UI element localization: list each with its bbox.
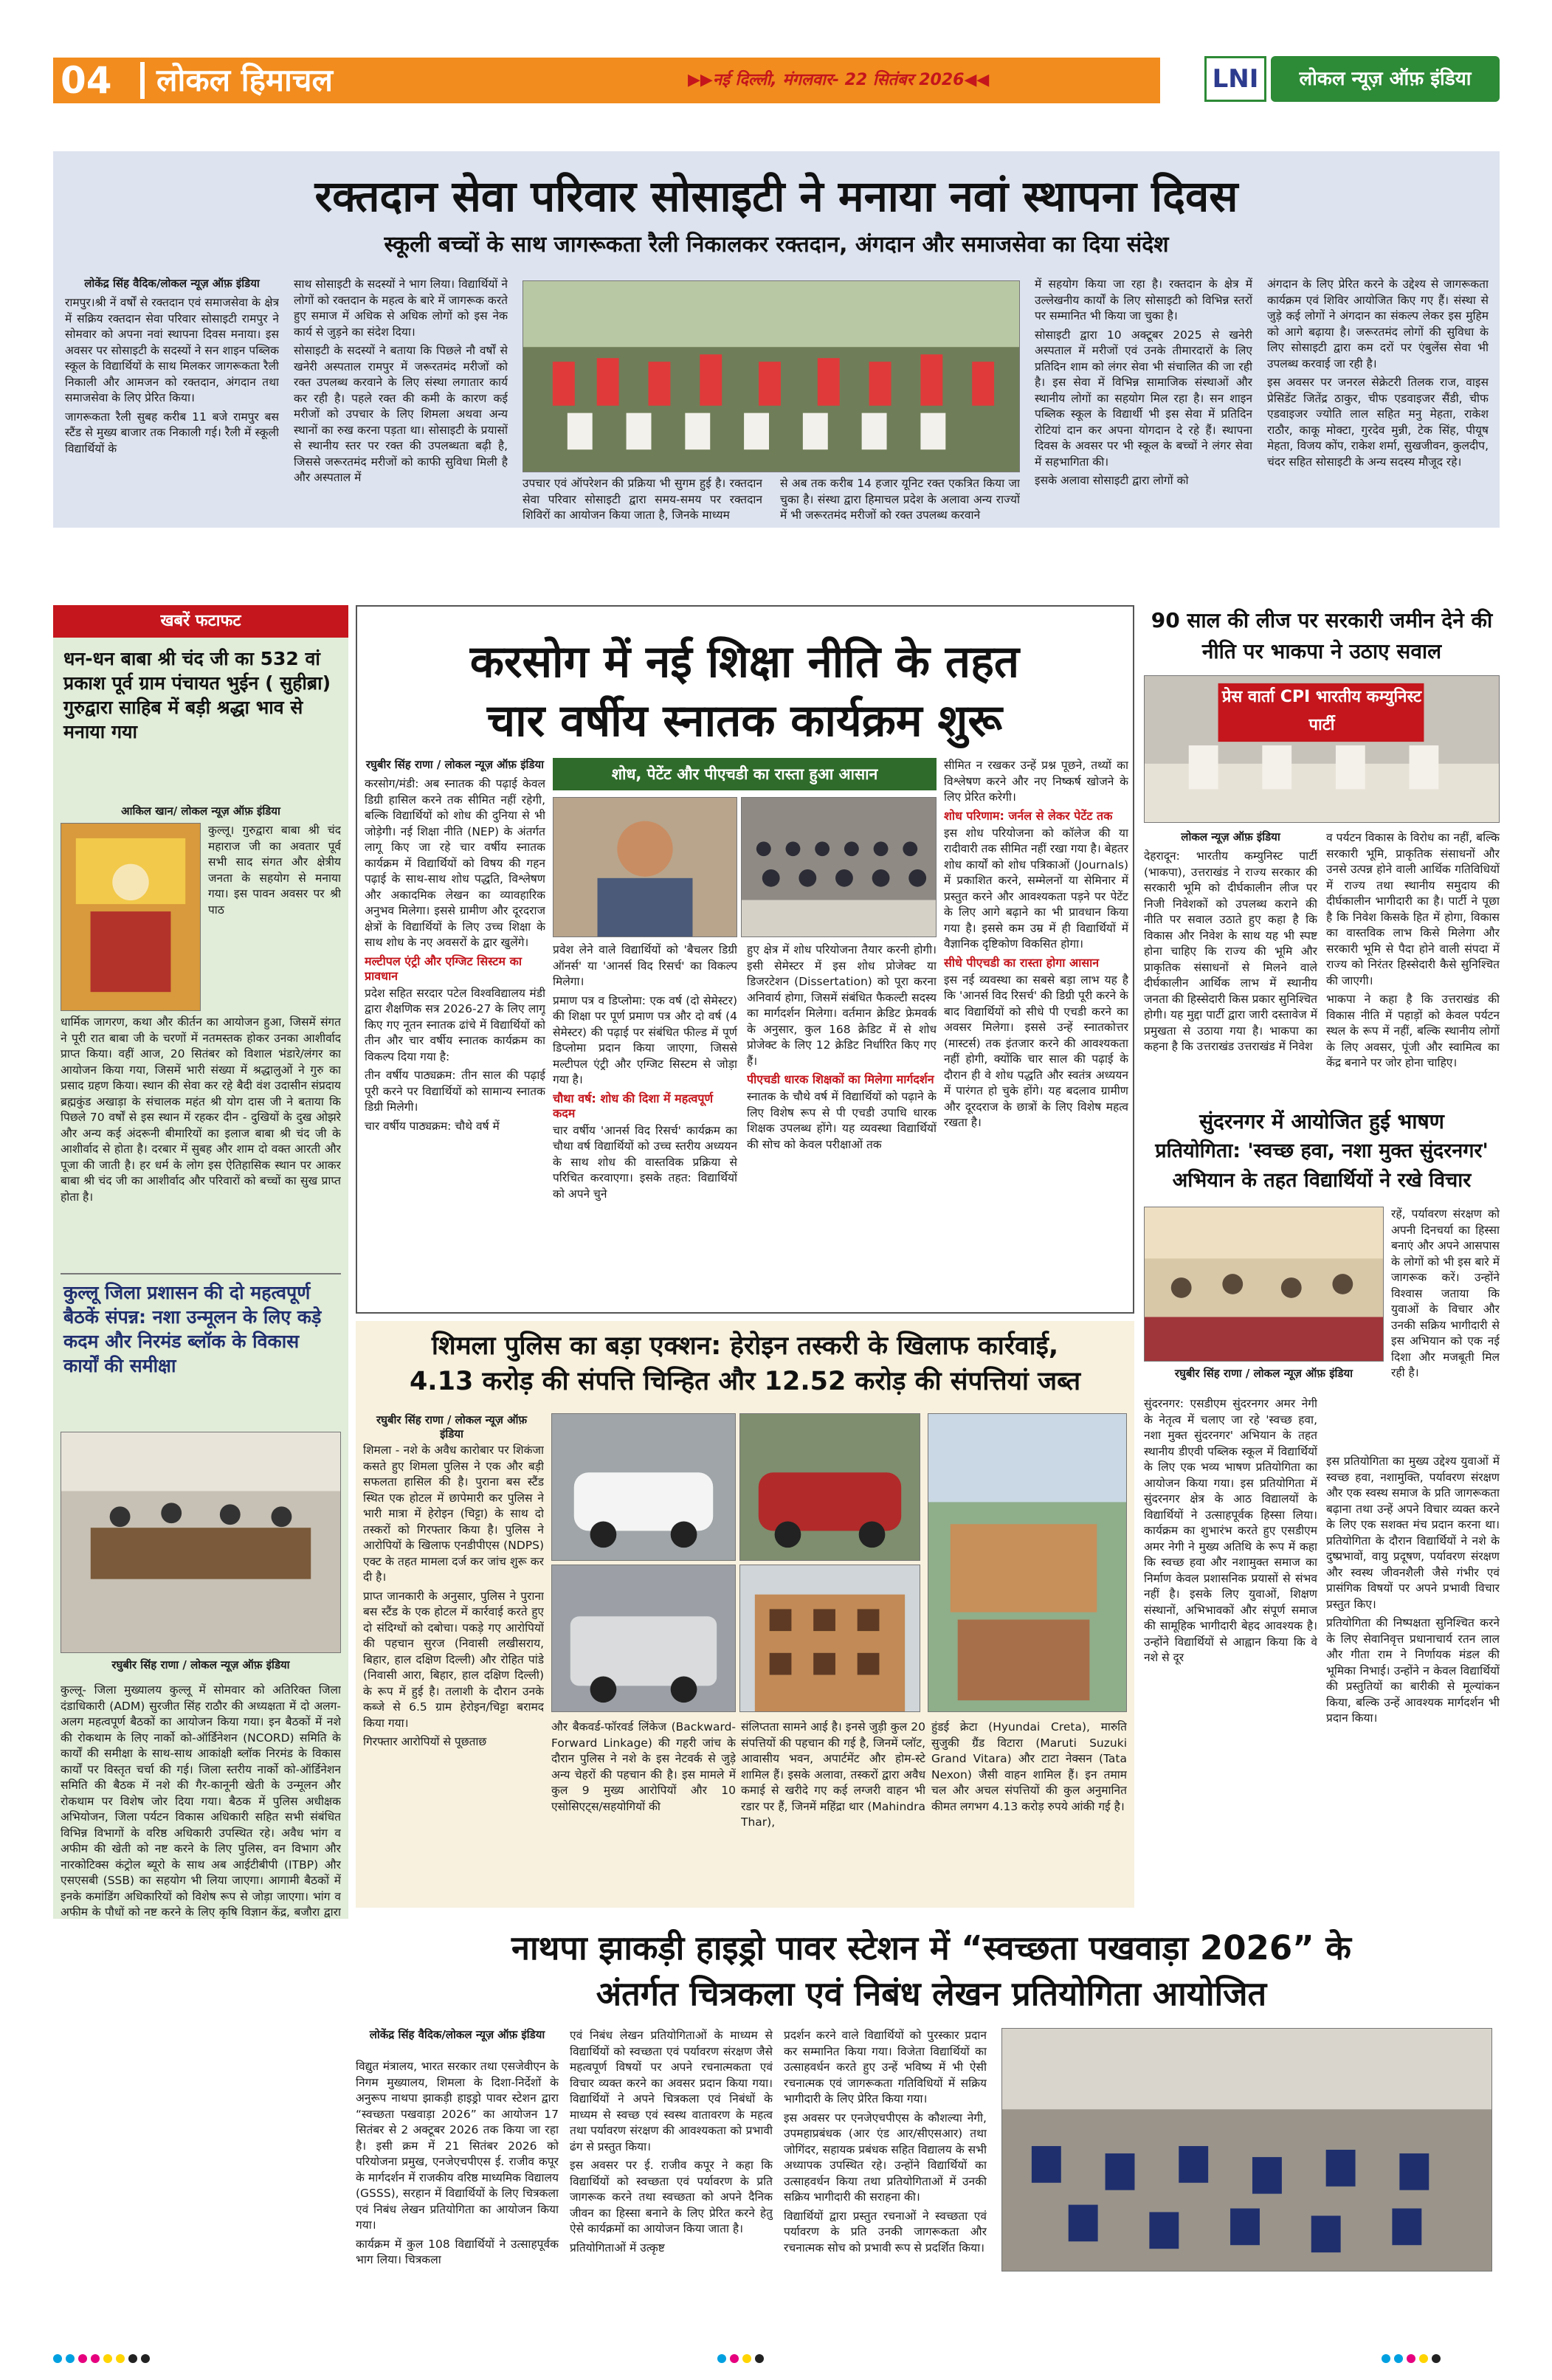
photo-press-conference — [1144, 675, 1500, 823]
paragraph: शिमला - नशे के अवैध कारोबार पर शिकंजा कसते हुए शिमला पुलिस ने एक और बड़ी सफलता हासिल की है। पुराना बस स्टैंड स्थित एक होटल में छापेमारी कर पुलिस ने भारी मात्रा में हेरोइन (चिट्टा) के साथ दो तस्करों को गिरफ्तार किया है। पुलिस ने आरोपियों के खिलाफ एनडीपीएस (NDPS) एक्ट के तहत मामला दर्ज कर जांच शुरू कर दी है। — [363, 1443, 544, 1584]
paragraph: में सहयोग किया जा रहा है। रक्तदान के क्षेत्र में उल्लेखनीय कार्यों के लिए सोसाइटी को विभिन्न स्तरों पर सम्मानित भी किया जा चुका है। — [1035, 277, 1252, 322]
column — [61, 1015, 341, 1269]
dateline — [688, 58, 989, 103]
paragraph: विद्युत मंत्रालय, भारत सरकार तथा एसजेवीएन के निगम मुख्यालय, शिमला के दिशा-निर्देशों के अनुरूप नाथपा झाकड़ी हाइड्रो पावर स्टेशन द्वारा “स्वच्छता पखवाड़ा 2026” का आयोजन 17 सितंबर से 2 अक्टूबर 2026 तक किया जा रहा है। इसी क्रम में 21 सितंबर 2026 को परियोजना प्रमुख, एनजेएचपीएस ई. राजीव कपूर के मार्गदर्शन में राजकीय वरिष्ठ माध्यमिक विद्यालय (GSSS), सरहान में विद्यार्थियों के लिए चित्रकला एवं निबंध लेखन प्रतियोगिता का आयोजन किया गया। — [356, 2060, 559, 2232]
paragraph: प्रदेश सहित सरदार पटेल विश्वविद्यालय मंडी द्वारा शैक्षणिक सत्र 2026-27 के लिए लागू किए गए नूतन स्नातक ढांचे में विद्यार्थियों को तीन और चार वर्षीय स्नातक कार्यक्रम का विकल्प दिया गया है: — [365, 986, 545, 1063]
paragraph: सोसाइटी के सदस्यों ने बताया कि पिछले नौ वर्षों से खनेरी अस्पताल रामपुर में जरूरतमंद मरीजों को रक्त उपलब्ध करवाने के लिए संस्था लगातार कार्य कर रही है। पहले रक्त की कमी के कारण कई मरीजों को उपचार के लिए शिमला अथवा अन्य स्थानों का रुख करना पड़ता था। सोसाइटी के प्रयासों से स्थानीय स्तर पर रक्त की उपलब्धता बढ़ी है, जिससे जरूरतमंद मरीजों को काफी सुविधा मिली है और अस्पताल में — [294, 344, 508, 484]
photo-gurudwara — [61, 823, 201, 1011]
article-shimla-police — [356, 1321, 1134, 1908]
column — [1267, 277, 1489, 524]
headline: नाथपा झाकड़ी हाइड्रो पावर स्टेशन में “स्वच्छता पखवाड़ा 2026” के — [511, 1928, 1351, 1967]
article-sundernagar-speech — [1144, 1107, 1500, 1911]
paragraph: भाकपा ने कहा है कि उत्तराखंड की विकास नीति में पहाड़ों को केवल पर्यटन स्थल के रूप में नहीं, बल्कि स्थानीय लोगों के लिए अवसर, पूंजी और स्वामित्व का केंद्र बनाने पर जोर होना चाहिए। — [1326, 993, 1500, 1069]
paragraph: विद्यार्थियों द्वारा प्रस्तुत रचनाओं ने स्वच्छता एवं पर्यावरण के प्रति उनकी जागरूकता और रचनात्मक सोच को प्रभावी रूप से प्रदर्शित किया। — [784, 2209, 987, 2255]
paragraph: गिरफ्तार आरोपियों से पूछताछ — [363, 1735, 487, 1748]
paragraph: सोसाइटी द्वारा 10 अक्टूबर 2025 से खनेरी अस्पताल में मरीजों एवं उनके तीमारदारों के लिए प्रतिदिन शाम को लंगर सेवा भी संचालित की जा रही है। इस सेवा में विभिन्न सामाजिक संस्थाओं और स्थानीय लोगों का सहयोग मिल रहा है। सन शाइन पब्लिक स्कूल के विद्यार्थी भी इस सेवा में प्रतिदिन रोटियां दान कर अपना योगदान दे रहे हैं। स्थापना दिवस के अवसर पर भी स्कूल के बच्चों ने लंगर सेवा में सहभागिता की। — [1035, 328, 1252, 469]
paragraph: चार वर्षीय 'आनर्स विद रिसर्च' कार्यक्रम का चौथा वर्ष विद्यार्थियों को उच्च स्तरीय अध्ययन के साथ शोध की वास्तविक प्रक्रिया से परिचित करवाएगा। इसके तहत: विद्यार्थियों को अपने चुने — [553, 1123, 737, 1201]
press-banner-text: प्रेस वार्ता CPI भारतीय कम्युनिस्ट पार्टी — [1221, 688, 1422, 734]
column — [551, 1720, 736, 1904]
dateline-arrows-right: ◀◀ — [964, 71, 990, 89]
paragraph: इस अवसर पर एनजेएचपीएस के कौशल्या नेगी, उपमहाप्रबंधक (आर एंड आर/सीएसआर) तथा जोगिंदर, सहायक प्रबंधक सहित विद्यालय के सभी अध्यापक उपस्थित रहे। उन्होंने विद्यार्थियों का उत्साहवर्धन किया तथा प्रतियोगिताओं में उनकी सक्रिय भागीदारी की सराहना की। — [784, 2111, 987, 2204]
photo-students-drawing — [1001, 2028, 1492, 2272]
photo-classroom — [741, 797, 937, 937]
paragraph: प्राप्त जानकारी के अनुसार, पुलिस ने पुराना बस स्टैंड के एक होटल में कार्रवाई करते हुए दो संदिग्धों को दबोचा। पकड़े गए आरोपियों की पहचान सुरज (निवासी लखीसराय, बिहार, हाल दक्षिण दिल्ली) और रोहित पांडे (निवासी आरा, बिहार, हाल दक्षिण दिल्ली) के रूप में हुई है। तलाशी के दौरान उनके कब्जे से 6.5 ग्राम हेरोइन/चिट्टा बरामद किया गया। — [363, 1589, 544, 1730]
paragraph: प्रमाण पत्र व डिप्लोमा: एक वर्ष (दो सेमेस्टर) की शिक्षा पर पूर्ण प्रमाण पत्र और दो वर्ष (4 सेमेस्टर) की पढ़ाई पर संबंधित फील्ड में पूर्ण डिप्लोमा प्रदान किया जाएगा, जिससे मल्टीपल एंट्री और एग्जिट सिस्टम से जोड़ा गया है। — [553, 993, 737, 1086]
subheading: सीधे पीएचडी का रास्ता होगा आसान — [944, 955, 1100, 970]
subheading: मल्टीपल एंट्री और एग्जिट सिस्टम का प्रावधान — [365, 953, 522, 983]
paragraph: इस नई व्यवस्था का सबसे बड़ा लाभ यह है कि 'आनर्स विद रिसर्च' की डिग्री पूरी करने के बाद विद्यार्थियों को सीधे पी एचडी करने का अवसर मिलेगा। इससे उन्हें स्नातकोत्तर (मास्टर्स) तक इंतजार करने की आवश्यकता नहीं होगी, क्योंकि चार साल की पढ़ाई के दौरान ही वे शोध पद्धति और स्वतंत्र अध्ययन में पारंगत हो चुके होंगे। यह बदलाव ग्रामीण और दूरदराज के छात्रों के लिए विशेष महत्व रखता है। — [944, 973, 1128, 1129]
column — [780, 476, 1020, 526]
color-dots-right — [1382, 2352, 1444, 2365]
divider — [61, 1273, 341, 1274]
subheading: पीएचडी धारक शिक्षकों का मिलेगा मार्गदर्शन — [747, 1072, 934, 1086]
paragraph: करसोग/मंडी: अब स्नातक की पढ़ाई केवल डिग्री हासिल करने तक सीमित नहीं रहेगी, बल्कि विद्यार्थियों को शोध की दुनिया से भी जोड़ेगी। नई शिक्षा नीति (NEP) के अंतर्गत लागू किए जा रहे चार वर्षीय स्नातक कार्यक्रम में विद्यार्थियों को विषय की गहन पढ़ाई के साथ-साथ शोध पद्धति, विश्लेषण और अकादमिक लेखन का व्यावहारिक अनुभव मिलेगा। इससे ग्रामीण और दूरदराज क्षेत्रों के विद्यार्थियों के लिए उच्च शिक्षा के साथ शोध के नए अवसरों के द्वार खुलेंगे। — [365, 777, 545, 949]
paragraph: सुंदरनगर: एसडीएम सुंदरनगर अमर नेगी के नेतृत्व में चलाए जा रहे 'स्वच्छ हवा, नशा मुक्त सुंदरनगर' अभियान के तहत स्थानीय डीएवी पब्लिक स्कूल में विद्यार्थियों के लिए एक भव्य भाषण प्रतियोगिता का आयोजन किया गया। इस प्रतियोगिता में सुंदरनगर क्षेत्र के आठ विद्यालयों के विद्यार्थियों ने उत्साहपूर्वक हिस्सा लिया। कार्यक्रम का शुभारंभ करते हुए एसडीएम अमर नेगी ने मुख्य अतिथि के रूप में कहा कि स्वच्छ हवा और नशामुक्त समाज का निर्माण केवल प्रशासनिक प्रयासों से संभव नहीं है। इसके लिए युवाओं, शिक्षण संस्थानों, अभिभावकों और संपूर्ण समाज की सामूहिक भागीदारी बेहद आवश्यक है। उन्होंने विद्यार्थियों से आह्वान किया कि वे नशे से दूर — [1144, 1397, 1317, 1664]
column — [1144, 1396, 1317, 1909]
paragraph: चार वर्षीय पाठ्यक्रम: चौथे वर्ष में — [365, 1119, 500, 1133]
paragraph: रामपुर।श्री नें वर्षों से रक्तदान एवं समाजसेवा के क्षेत्र में सक्रिय रक्तदान सेवा परिवार सोसाइटी रामपुर ने सोमवार को अपना नवां स्थापना दिवस मनाया। इस अवसर पर सोसाइटी के सदस्यों ने सन शाइन पब्लिक स्कूल के विद्यार्थियों के साथ मिलकर जागरूकता रैली निकाली और आमजन को रक्तदान, अंगदान तथा समाजसेवा के लिए प्रेरित किया। — [65, 296, 279, 404]
paragraph: संलिप्तता सामने आई है। इनसे जुड़ी कुल 20 संपत्तियों की पहचान की गई है, जिनमें प्लॉट, आवासीय भवन, अपार्टमेंट और होम-स्टे शामिल हैं। इसके अलावा, तस्करों द्वारा अवैध कमाई से खरीदे गए कई लग्जरी वाहन भी रडार पर हैं, जिनमें महिंद्रा थार (Mahindra Thar), — [741, 1720, 925, 1829]
column — [208, 823, 341, 1011]
headline: शिमला पुलिस का बड़ा एक्शन: हेरोइन तस्करी के खिलाफ कार्रवाई, — [431, 1331, 1059, 1361]
photo-speech-event — [1144, 1207, 1384, 1362]
photo-car-red — [739, 1413, 920, 1561]
paragraph: प्रतियोगिताओं में उत्कृष्ट — [570, 2241, 665, 2255]
footer-color-strip — [53, 2350, 1500, 2365]
paragraph: प्रदर्शन करने वाले विद्यार्थियों को पुरस्कार प्रदान कर सम्मानित किया गया। विजेता विद्यार्थियों का उत्साहवर्धन करते हुए उन्हें भविष्य में भी ऐसी रचनात्मक एवं जागरूकता गतिविधियों में सक्रिय भागीदारी के लिए प्रेरित किया गया। — [784, 2029, 987, 2105]
column — [570, 2028, 773, 2273]
byline: आकिल खान/ लोकल न्यूज़ ऑफ़ इंडिया — [121, 804, 280, 818]
paragraph: प्रवेश लेने वाले विद्यार्थियों को 'बैचलर डिग्री ऑनर्स' या 'आनर्स विद रिसर्च' का विकल्प मिलेगा। — [553, 943, 737, 988]
byline: रघुबीर सिंह राणा / लोकल न्यूज़ ऑफ़ इंडिया — [376, 1413, 528, 1441]
subheading: चौथा वर्ष: शोध की दिशा में महत्वपूर्ण कदम — [553, 1091, 714, 1120]
section-divider — [140, 62, 145, 99]
paragraph: इसके अलावा सोसाइटी द्वारा लोगों को — [1035, 474, 1189, 487]
article-nathpa-swachhta — [53, 1919, 1500, 2273]
headline: सुंदरनगर में आयोजित हुई भाषण — [1199, 1109, 1444, 1134]
paragraph: अंगदान के लिए प्रेरित करने के उद्देश्य से जागरूकता कार्यक्रम एवं शिविर आयोजित किए गए हैं। संस्था से जुड़े कई लोगों ने अंगदान का संकल्प लेकर इस मुहिम को आगे बढ़ाया है। जरूरतमंद लोगों की सुविधा के लिए सोसाइटी द्वारा कम दरों पर एंबुलेंस सेवा भी उपलब्ध करवाई जा रही है। — [1267, 277, 1489, 370]
paragraph: एवं निबंध लेखन प्रतियोगिताओं के माध्यम से विद्यार्थियों को स्वच्छता एवं पर्यावरण संरक्षण जैसे महत्वपूर्ण विषयों पर अपने रचनात्मकता एवं विचार व्यक्त करने का अवसर प्रदान किया गया। विद्यार्थियों ने अपने चित्रकला एवं निबंधों के माध्यम से स्वच्छ एवं स्वस्थ वातावरण के महत्व तथा पर्यावरण संरक्षण की आवश्यकता को प्रभावी ढंग से प्रस्तुत किया। — [570, 2029, 773, 2153]
paragraph: प्रतियोगिता की निष्पक्षता सुनिश्चित करने के लिए सेवानिवृत्त प्रधानाचार्य रतन लाल और गीता राम ने निर्णायक मंडल की भूमिका निभाई। उन्होंने न केवल विद्यार्थियों की प्रस्तुतियों का बारीकी से मूल्यांकन किया, बल्कि उन्हें आवश्यक मार्गदर्शन भी प्रदान किया। — [1326, 1616, 1500, 1725]
column — [553, 942, 737, 1308]
byline: रघुबीर सिंह राणा / लोकल न्यूज़ ऑफ़ इंडिया — [1174, 1367, 1353, 1380]
paragraph: इस अवसर पर ई. राजीव कपूर ने कहा कि विद्यार्थियों को स्वच्छता एवं पर्यावरण के प्रति जागरूक करने तथा स्वच्छता को अपने दैनिक जीवन का हिस्सा बनाने के लिए प्रेरित करने हेतु ऐसे कार्यक्रमों का आयोजन किया जाता है। — [570, 2159, 773, 2235]
color-dots-left — [53, 2352, 154, 2365]
column — [1391, 1207, 1500, 1450]
dateline-text: नई दिल्ली, मंगलवार- 22 सितंबर 2026 — [712, 71, 965, 89]
headline: प्रतियोगिता: 'स्वच्छ हवा, नशा मुक्त सुंदरनगर' — [1155, 1139, 1489, 1162]
column — [1035, 277, 1252, 524]
logo-mark: LNI — [1204, 56, 1266, 102]
paragraph: कुल्लू- जिला मुख्यालय कुल्लू में सोमवार को अतिरिक्त जिला दंडाधिकारी (ADM) सुरजीत सिंह राठौर की अध्यक्षता में दो अलग-अलग महत्वपूर्ण बैठकों का आयोजन किया गया। इन बैठकों में नशे की रोकथाम के लिए नार्को को-ऑर्डिनेशन (NCORD) समिति के कार्यों की समीक्षा के साथ-साथ आकांक्षी ब्लॉक निरमंड के विकास कार्यों पर विस्तृत चर्चा की गई। जिला स्तरीय नार्को को-ऑर्डिनेशन समिति की बैठक में नशे की गैर-कानूनी खेती के उन्मूलन और रोकथाम पर विशेष जोर दिया गया। बैठक में पुलिस अधीक्षक अभियोजन, जिला पर्यटन विकास अधिकारी सहित सभी संबंधित विभिन्न विभागों के वरिष्ठ अधिकारी उपस्थित रहे। अवैध भांग व अफीम की खेती को नष्ट करने के लिए पुलिस, वन विभाग और नारकोटिक्स कंट्रोल ब्यूरो के साथ अब आईटीबीपी (ITBP) और एसएसबी (SSB) का सहयोग भी लिया जाएगा। आगामी बैठकों में इनके कमांडिंग अधिकारियों को विशेष रूप से जोड़ा जाएगा। भांग व अफीम के पौधों को नष्ट करने के लिए कृषि विज्ञान केंद्र, बजौरा द्वारा — [61, 1683, 341, 1919]
column — [1144, 849, 1317, 1100]
photo-professor — [553, 797, 737, 937]
headline: कुल्लू जिला प्रशासन की दो महत्वपूर्ण बैठकें संपन्न: नशा उन्मूलन के लिए कड़े कदम और निरमंड ब्लॉक के विकास कार्यों की समीक्षा — [63, 1282, 322, 1376]
logo — [1204, 52, 1500, 109]
column — [784, 2028, 987, 2273]
byline: लोकेंद्र सिंह वैदिक/लोकल न्यूज़ ऑफ़ इंडिया — [369, 2028, 545, 2041]
byline: लोकेंद्र सिंह वैदिक/लोकल न्यूज़ ऑफ़ इंडिया — [84, 277, 260, 290]
paragraph: सीमित न रखकर उन्हें प्रश्न पूछने, तथ्यों का विश्लेषण करने और नए निष्कर्ष खोजने के लिए प्रेरित करेगी। — [944, 759, 1128, 804]
paragraph: धार्मिक जागरण, कथा और कीर्तन का आयोजन हुआ, जिसमें संगत ने पूरी रात बाबा जी के चरणों में नतमस्तक होकर उनका आशीर्वाद प्राप्त किया। वहीं आज, 20 सितंबर को विशाल भंडारे/लंगर का आयोजन किया गया, जिसमें भारी संख्या में श्रद्धालुओं ने गुरु का प्रसाद ग्रहण किया। स्थान की सेवा कर रहे बैदी वंश उदासीन संप्रदाय ब्रह्मकुंड अखाड़ा के संचालक महंत श्री योग दास जी ने बताया कि पिछले 70 वर्षों से इस स्थान में रहकर दीन - दुखियों के दुख ओझरे और अन्य कई अंदरूनी बीमारियों का इलाज बाबा श्री चंद जी के आशीर्वाद से होता है। दरबार में सुबह और शाम दो वक्त आरती और पूजा की जाती है। हर धर्म के लोग इस ऐतिहासिक स्थान पर आकर बाबा श्री चंद जी का आशीर्वाद और परिवारों को बच्चों का सुख प्राप्त होता है। — [61, 1015, 341, 1204]
headline: रक्तदान सेवा परिवार सोसाइटी ने मनाया नवां स्थापना दिवस — [314, 171, 1238, 221]
color-dots-center — [717, 2352, 768, 2365]
column — [356, 2059, 559, 2273]
paragraph: हुंडई क्रेटा (Hyundai Creta), मारुति सुजुकी ग्रैंड विटारा (Maruti Suzuki Grand Vitara) और टाटा नेक्सन (Tata Nexon) जैसी वाहन शामिल हैं। इन तमाम चल और अचल संपत्तियों की कुल अनुमानित कीमत लगभग 4.13 करोड़ रुपये आंकी गई है। — [931, 1720, 1127, 1813]
photo-car-suv — [551, 1565, 736, 1712]
column — [741, 1720, 925, 1904]
headline: अंतर्गत चित्रकला एवं निबंध लेखन प्रतियोगिता आयोजित — [596, 1974, 1267, 2013]
paragraph: कुल्लू। गुरुद्वारा बाबा श्री चंद महाराज जी का अवतार पूर्व सभी साद संगत और क्षेत्रीय जनता के सहयोग से मनाया गया। इस पावन अवसर पर श्री पाठ — [208, 824, 341, 917]
byline: रघुबीर सिंह राणा / लोकल न्यूज़ ऑफ़ इंडिया — [111, 1658, 290, 1672]
article-cpi-lease — [1144, 605, 1500, 1100]
paragraph: जागरूकता रैली सुबह करीब 11 बजे रामपुर बस स्टैंड से मुख्य बाजार तक निकाली गई। रैली में स्कूली विद्यार्थियों के — [65, 410, 279, 455]
paragraph: से अब तक करीब 14 हजार यूनिट रक्त एकत्रित किया जा चुका है। संस्था द्वारा हिमाचल प्रदेश के अलावा अन्य राज्यों में भी जरूरतमंद मरीजों को रक्त उपलब्ध करवाने — [780, 477, 1020, 522]
column — [365, 758, 545, 1308]
column — [1326, 830, 1500, 1100]
headline: धन-धन बाबा श्री चंद जी का 532 वां प्रकाश पूर्व ग्राम पंचायत भुईन ( सुहीब्रा) गुरुद्वारा साहिब में बड़ी श्रद्धा भाव से मनाया गया — [63, 648, 331, 742]
paragraph: देहरादून: भारतीय कम्युनिस्ट पार्टी (भाकपा), उत्तराखंड ने राज्य सरकार की सरकारी भूमि को दीर्घकालीन लीज पर निजी निवेशकों को उपलब्ध कराने की नीति पर सवाल उठाते हुए कहा है कि विकास और निवेश के साथ यह भी स्पष्ट होना चाहिए कि राज्य की भूमि और प्राकृतिक संसाधनों से मिलने वाले दीर्घकालीन आर्थिक लाभ में स्थानीय जनता की हिस्सेदारी किस प्रकार सुनिश्चित होगी। यह मुद्दा पार्टी द्वारा जारी दस्तावेज में प्रमुखता से उठाया गया है। भाकपा का कहना है कि उत्तराखंड उत्तराखंड में निवेश — [1144, 849, 1317, 1053]
headline: करसोग में नई शिक्षा नीति के तहत — [469, 636, 1020, 688]
column — [363, 1443, 544, 1904]
paragraph: स्नातक के चौथे वर्ष में विद्यार्थियों को पढ़ाने के लिए विशेष रूप से पी एचडी उपाधि धारक शिक्षक उपलब्ध होंगे। यह व्यवस्था विद्यार्थियों की सोच को केवल परीक्षाओं तक — [747, 1090, 937, 1151]
subhead: स्कूली बच्चों के साथ जागरूकता रैली निकालकर रक्तदान, अंगदान और समाजसेवा का दिया संदेश — [384, 232, 1169, 258]
article-karsog-education — [356, 605, 1134, 1314]
logo-name: लोकल न्यूज़ ऑफ़ इंडिया — [1271, 56, 1500, 102]
sidebar-header: खबरें फटाफट — [53, 605, 348, 638]
paragraph: हुए क्षेत्र में शोध परियोजना तैयार करनी होगी। इसी सेमेस्टर में इस शोध प्रोजेक्ट या डिजरटेशन (Dissertation) को पूरा करना अनिवार्य होगा, जिसमें संबंधित फैकल्टी सदस्य का मार्गदर्शन मिलेगा। वर्तमान क्रेडिट फ्रेमवर्क के अनुसार, कुल 168 क्रेडिट में से शोध प्रोजेक्ट के लिए 12 क्रेडिट निर्धारित किए गए हैं। — [747, 943, 937, 1068]
page-number: 04 — [61, 59, 112, 102]
research-banner: शोध, पेटेंट और पीएचडी का रास्ता हुआ आसान — [553, 758, 937, 790]
paragraph: इस प्रतियोगिता का मुख्य उद्देश्य युवाओं में स्वच्छ हवा, नशामुक्ति, पर्यावरण संरक्षण और एक स्वस्थ समाज के प्रति जागरूकता बढ़ाना तथा उन्हें अपने विचार व्यक्त करने के लिए एक सशक्त मंच प्रदान करना था। प्रतियोगिता के दौरान विद्यार्थियों ने नशे के दुष्प्रभावों, वायु प्रदूषण, पर्यावरण संरक्षण और स्वस्थ जीवनशैली जैसे गंभीर एवं प्रासंगिक विषयों पर अपने प्रभावी विचार प्रस्तुत किए। — [1326, 1455, 1500, 1611]
paragraph: इस शोध परियोजना को कॉलेज की या रादीवारी तक सीमित नहीं रखा गया है। बेहतर शोध कार्यों को शोध पत्रिकाओं (Journals) में प्रकाशित करने, सम्मेलनों या सेमिनार में प्रस्तुत करने और आवश्यकता पड़ने पर पेटेंट के लिए आगे बढ़ाने का भी प्रावधान किया गया है। इससे कम उम्र में ही विद्यार्थियों में वैज्ञानिक दृष्टिकोण विकसित होगा। — [944, 826, 1128, 951]
column — [1326, 1454, 1500, 1909]
column — [944, 758, 1128, 1308]
article-blood-donation — [53, 151, 1500, 528]
paragraph: साथ सोसाइटी के सदस्यों ने भाग लिया। विद्यार्थियों ने लोगों को रक्तदान के महत्व के बारे में जागरूक करते हुए समाज में अधिक से अधिक लोगों को इस नेक कार्य से जुड़ने का संदेश दिया। — [294, 277, 508, 339]
paragraph: उपचार एवं ऑपरेशन की प्रक्रिया भी सुगम हुई है। रक्तदान सेवा परिवार सोसाइटी द्वारा समय-समय पर रक्तदान शिविरों का आयोजन किया जाता है, जिनके माध्यम — [522, 477, 762, 522]
column — [747, 942, 937, 1308]
paragraph: व पर्यटन विकास के विरोध का नहीं, बल्कि सरकारी भूमि, प्राकृतिक संसाधनों और उनसे उत्पन्न होने वाली आर्थिक गतिविधियों में राज्य तथा स्थानीय समुदाय की दीर्घकालीन भागीदारी का है। पार्टी ने पूछा है कि निवेश किसके हित में होगा, विकास का वास्तविक लाभ किसे मिलेगा और सरकारी भूमि से पैदा होने वाली संपदा में राज्य को निरंतर हिस्सेदारी कैसे सुनिश्चित की जाएगी। — [1326, 831, 1500, 987]
subheading: शोध परिणाम: जर्नल से लेकर पेटेंट तक — [944, 808, 1113, 823]
photo-car-white — [551, 1413, 736, 1561]
byline: लोकल न्यूज़ ऑफ़ इंडिया — [1181, 830, 1280, 844]
masthead — [53, 52, 1500, 111]
column — [931, 1720, 1127, 1904]
paragraph: तीन वर्षीय पाठ्यक्रम: तीन साल की पढ़ाई पूरी करने पर विद्यार्थियों को सामान्य स्नातक डिग्री मिलेगी। — [365, 1069, 545, 1114]
paragraph: और बैकवर्ड-फॉरवर्ड लिंकेज (Backward-Forward Linkage) की गहरी जांच के दौरान पुलिस ने नशे के इस नेटवर्क से जुड़े अन्य चेहरों की पहचान की है। इस मामले में कुल 9 मुख्य आरोपियों और 10 एसोसिएट्स/सहयोगियों की — [551, 1720, 736, 1813]
headline: 4.13 करोड़ की संपत्ति चिन्हित और 12.52 करोड़ की संपत्तियां जब्त — [409, 1367, 1081, 1396]
photo-hillside-homes — [928, 1413, 1127, 1712]
headline: चार वर्षीय स्नातक कार्यक्रम शुरू — [487, 695, 1002, 747]
photo-rally-group — [522, 280, 1020, 472]
paragraph: कार्यक्रम में कुल 108 विद्यार्थियों ने उत्साहपूर्वक भाग लिया। चित्रकला — [356, 2237, 559, 2266]
paragraph: रहें, पर्यावरण संरक्षण को अपनी दिनचर्या का हिस्सा बनाएं और अपने आसपास के लोगों को भी इस बारे में जागरूक करें। उन्होंने विश्वास जताया कि युवाओं के विचार और उनकी सक्रिय भागीदारी से इस अभियान को एक नई दिशा और मजबूती मिल रही है। — [1391, 1207, 1500, 1379]
paragraph: इस अवसर पर जनरल सेक्रेटरी तिलक राज, वाइस प्रेसिडेंट जितेंद्र ठाकुर, चीफ एडवाइजर सैंडी, चीफ एडवाइजर ज्योति लाल सहित मनु मेहता, राकेश राठौर, काकू मोक्टा, गुरदेव मुन्नी, टेक सिंह, पीयूष मेहता, विजय कोंप, राकेश शर्मा, सुखजीवन, कुलदीप, चंदर सहित सोसाइटी के अन्य सदस्य मौजूद रहे। — [1267, 376, 1489, 469]
photo-building — [739, 1565, 920, 1712]
photo-meeting — [61, 1432, 341, 1653]
headline: अभियान के तहत विद्यार्थियों ने रखे विचार — [1172, 1169, 1472, 1192]
dateline-arrows-left: ▶▶ — [688, 71, 713, 89]
section-name: लोकल हिमाचल — [156, 62, 334, 98]
byline: रघुबीर सिंह राणा / लोकल न्यूज़ ऑफ़ इंडिया — [365, 758, 545, 771]
column — [294, 277, 508, 524]
headline: 90 साल की लीज पर सरकारी जमीन देने की नीति पर भाकपा ने उठाए सवाल — [1151, 608, 1493, 663]
column — [522, 476, 762, 526]
column — [65, 277, 279, 524]
